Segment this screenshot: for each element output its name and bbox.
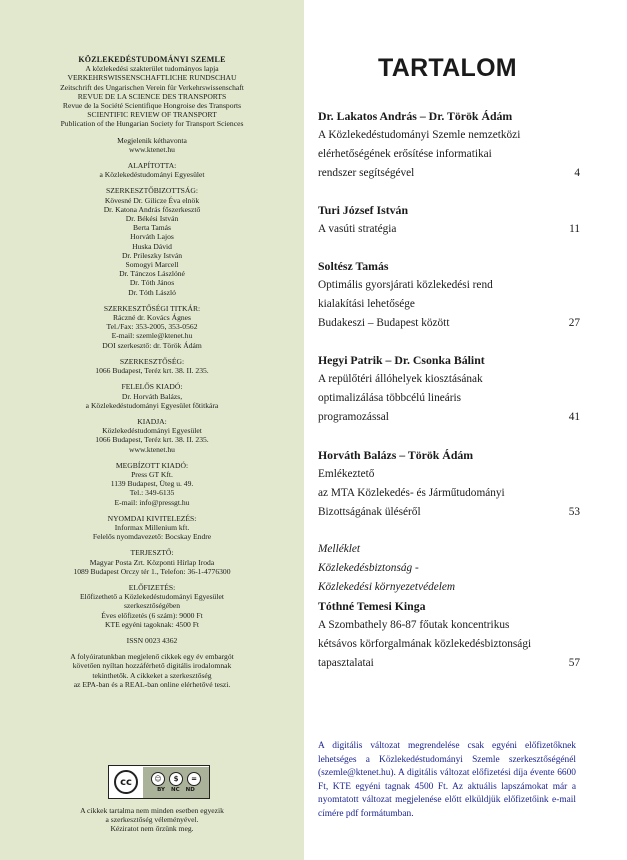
license-tag-nd: ND — [185, 786, 195, 793]
board-member: Dr. Tánczos Lászlóné — [119, 269, 185, 279]
toc-author: Soltész Tamás — [318, 259, 389, 273]
creative-commons-badge — [108, 765, 210, 799]
section-heading: FELELŐS KIADÓ: — [121, 382, 183, 392]
masthead-line: Revue de la Société Scientifique Hongroise des Transports — [62, 101, 242, 111]
toc-entry[interactable] — [318, 257, 580, 333]
subscription-line: szerkesztőségében — [123, 601, 181, 611]
toc-title-line: A vasúti stratégia 11 — [318, 220, 580, 239]
board-member: Horváth Lajos — [130, 232, 174, 242]
publisher-line: 1066 Budapest, Teréz krt. 38. II. 235. — [95, 435, 209, 445]
board-member: Berta Tamás — [133, 223, 171, 233]
toc-author: Tóthné Temesi Kinga — [318, 599, 426, 613]
secretary-line: Tel./Fax: 353-2005, 353-0562 — [106, 322, 198, 332]
publisher-line: Közlekedéstudományi Egyesület — [102, 426, 202, 436]
masthead-block — [0, 55, 304, 129]
toc-author: Hegyi Patrik – Dr. Csonka Bálint — [318, 353, 485, 367]
section-heading: TERJESZTŐ: — [130, 548, 174, 558]
masthead-sidebar — [0, 0, 304, 860]
noncommercial-icon: $ — [169, 772, 183, 786]
digital-subscription-notice: A digitális változat megrendelése csak egyéni előfizetőknek lehetséges a Közlekedéstudományi Szemle szerkesztőségénél (szemle@ktenet.hu). A digitális változat előfizetési díja évente 6600 Ft, KTE egyéni tagnak 4500 Ft. Az aktuális lapszámokat már a nyomtatott változat megjelenése előtt elküldjük előfizetőink e-mail címére pdf formátumban. — [318, 741, 576, 819]
website-link[interactable]: www.ktenet.hu — [129, 144, 175, 154]
board-member: Kövesné Dr. Gilicze Éva elnök — [104, 195, 200, 205]
toc-title-line: A repülőtéri állóhelyek kiosztásának — [318, 373, 483, 385]
disclaimer-line: Kéziratot nem őrzünk meg. — [110, 824, 194, 834]
commissioned-line: Press GT Kft. — [131, 469, 173, 479]
toc-title-line: az MTA Közlekedés- és Járműtudományi — [318, 487, 505, 499]
toc-entry[interactable] — [318, 201, 580, 239]
subscription-line: Előfizethető a Közlekedéstudományi Egyesület — [79, 592, 225, 602]
toc-title-line: elérhetőségének erősítése informatikai — [318, 148, 492, 160]
masthead-line: REVUE DE LA SCIENCE DES TRANSPORTS — [77, 91, 227, 101]
toc-entry[interactable] — [318, 446, 580, 522]
frequency-block — [0, 136, 304, 154]
founder-text: a Közlekedéstudományi Egyesület — [99, 170, 205, 180]
page-title: TARTALOM — [378, 54, 517, 82]
toc-entry[interactable] — [318, 107, 580, 183]
subscription-block — [0, 583, 304, 629]
office-block — [0, 357, 304, 375]
printing-line: Informax Millenium kft. — [114, 522, 190, 532]
toc-title-line: tapasztalatai 57 — [318, 654, 580, 673]
subscription-line: Éves előfizetés (6 szám): 9000 Ft — [101, 610, 203, 620]
frequency-text: Megjelenik kéthavonta — [117, 135, 187, 145]
responsible-line: Dr. Horváth Balázs, — [121, 391, 183, 401]
toc-title-line: rendszer segítségével 4 — [318, 164, 580, 183]
archive-line: követően nyíltan hozzáférhető digitális irodalomnak — [72, 661, 232, 671]
distribution-line: 1089 Budapest Orczy tér 1., Telefon: 36-1-4776300 — [73, 566, 231, 576]
secretary-block — [0, 304, 304, 350]
section-heading: NYOMDAI KIVITELEZÉS: — [107, 513, 197, 523]
toc-supplement[interactable] — [318, 540, 580, 673]
board-member: Dr. Prileszky István — [121, 250, 183, 260]
disclaimer-block — [0, 806, 304, 834]
responsible-block — [0, 382, 304, 410]
disclaimer-line: A cikkek tartalma nem minden esetben egyezik — [80, 806, 224, 815]
issn-number: ISSN 0023 4362 — [126, 635, 178, 645]
attribution-icon: ☺ — [151, 772, 165, 786]
masthead-line: SCIENTIFIC REVIEW OF TRANSPORT — [87, 110, 217, 120]
masthead-line: A közlekedési szakterület tudományos lapja — [85, 64, 219, 74]
toc-title-line: Bizottságának üléséről 53 — [318, 503, 580, 522]
toc-title-line: Emlékeztető — [318, 468, 375, 480]
section-heading: MEGBÍZOTT KIADÓ: — [115, 460, 189, 470]
board-member: Somogyi Marcell — [125, 260, 179, 270]
website-link[interactable]: www.ktenet.hu — [129, 444, 175, 454]
toc-title-line: Optimális gyorsjárati közlekedési rend — [318, 279, 493, 291]
toc-title-line: Budakeszi – Budapest között 27 — [318, 314, 580, 333]
editorial-board-block — [0, 186, 304, 296]
printing-line: Felelős nyomdavezető: Bocskay Endre — [92, 532, 212, 542]
email-link[interactable]: E-mail: info@pressgt.hu — [114, 497, 190, 507]
subscription-line: KTE egyéni tagoknak: 4500 Ft — [104, 619, 200, 629]
section-heading: SZERKESZTŐBIZOTTSÁG: — [106, 186, 198, 196]
issn-block — [0, 636, 304, 645]
printing-block — [0, 514, 304, 542]
board-member: Dr. Tóth János — [129, 278, 175, 288]
archive-line: az EPA-ban és a REAL-ban online elérhetővé teszi. — [73, 679, 231, 689]
secretary-line: DOI szerkesztő: dr. Török Ádám — [102, 340, 202, 350]
email-link[interactable]: E-mail: szemle@ktenet.hu — [111, 331, 193, 341]
commissioned-line: Tel.: 349-6135 — [129, 488, 175, 498]
archive-line: A folyóiratunkban megjelenő cikkek egy év embargót — [70, 652, 234, 662]
board-member: Dr. Békési István — [125, 214, 179, 224]
office-address: 1066 Budapest, Teréz krt. 38. II. 235. — [95, 366, 209, 376]
toc-title-line: A Szombathely 86-87 főutak koncentrikus — [318, 619, 510, 631]
toc-page-number: 11 — [569, 223, 580, 235]
supplement-topic: Közlekedésbiztonság - — [318, 562, 419, 574]
secretary-line: Ráczné dr. Kovács Ágnes — [112, 313, 192, 323]
creative-commons-icon: cc — [114, 770, 138, 794]
journal-name: KÖZLEKEDÉSTUDOMÁNYI SZEMLE — [78, 55, 226, 64]
commissioned-block — [0, 461, 304, 507]
section-heading: SZERKESZTŐSÉGI TITKÁR: — [103, 303, 201, 313]
founder-block — [0, 161, 304, 179]
responsible-line: a Közlekedéstudományi Egyesület főtitkára — [85, 400, 219, 410]
section-heading: SZERKESZTŐSÉG: — [119, 356, 185, 366]
toc-author: Turi József István — [318, 203, 409, 217]
board-member: Dr. Katona András főszerkesztő — [103, 204, 201, 214]
license-tag-nc: NC — [171, 786, 180, 793]
license-tag-by: BY — [157, 786, 166, 793]
archive-line: tekinthetők. A cikkeket a szerkesztőség — [92, 670, 212, 680]
masthead-line: Zeitschrift des Ungarischen Verein für Verkehrswissenschaft — [60, 82, 244, 92]
section-heading: KIADJA: — [137, 416, 167, 426]
toc-page-number: 53 — [568, 506, 580, 518]
toc-title-line: optimalizálása többcélú lineáris — [318, 392, 462, 404]
toc-title-line: kialakítási lehetősége — [318, 298, 415, 310]
publisher-block — [0, 417, 304, 454]
toc-entry[interactable] — [318, 351, 580, 427]
supplement-topic: Közlekedési környezetvédelem — [318, 581, 456, 593]
toc-title-line: programozással 41 — [318, 408, 580, 427]
section-heading: ALAPÍTOTTA: — [127, 161, 177, 171]
toc-author: Horváth Balázs – Török Ádám — [318, 448, 474, 462]
board-member: Huska Dávid — [132, 241, 172, 251]
section-heading: ELŐFIZETÉS: — [128, 582, 176, 592]
toc-page-number: 27 — [568, 317, 580, 329]
board-member: Dr. Tóth László — [128, 287, 176, 297]
masthead-line: Publication of the Hungarian Society for Transport Sciences — [60, 119, 244, 129]
toc-title-line: A Közlekedéstudományi Szemle nemzetközi — [318, 129, 521, 141]
archive-block — [0, 652, 304, 689]
distribution-line: Magyar Posta Zrt. Központi Hírlap Iroda — [89, 557, 215, 567]
commissioned-line: 1139 Budapest, Üteg u. 49. — [110, 479, 194, 489]
distribution-block — [0, 548, 304, 576]
toc-title-line: kétsávos körforgalmának közlekedésbiztonsági — [318, 638, 532, 650]
toc-page-number: 41 — [568, 411, 580, 423]
masthead-line: VERKEHRSWISSENSCHAFTLICHE RUNDSCHAU — [67, 73, 237, 83]
noderivatives-icon: = — [187, 772, 201, 786]
toc-page-number: 4 — [574, 167, 580, 179]
supplement-label: Melléklet — [318, 543, 361, 555]
disclaimer-line: a szerkesztőség véleményével. — [105, 815, 199, 825]
toc-page-number: 57 — [568, 657, 580, 669]
toc-author: Dr. Lakatos András – Dr. Török Ádám — [318, 109, 513, 123]
